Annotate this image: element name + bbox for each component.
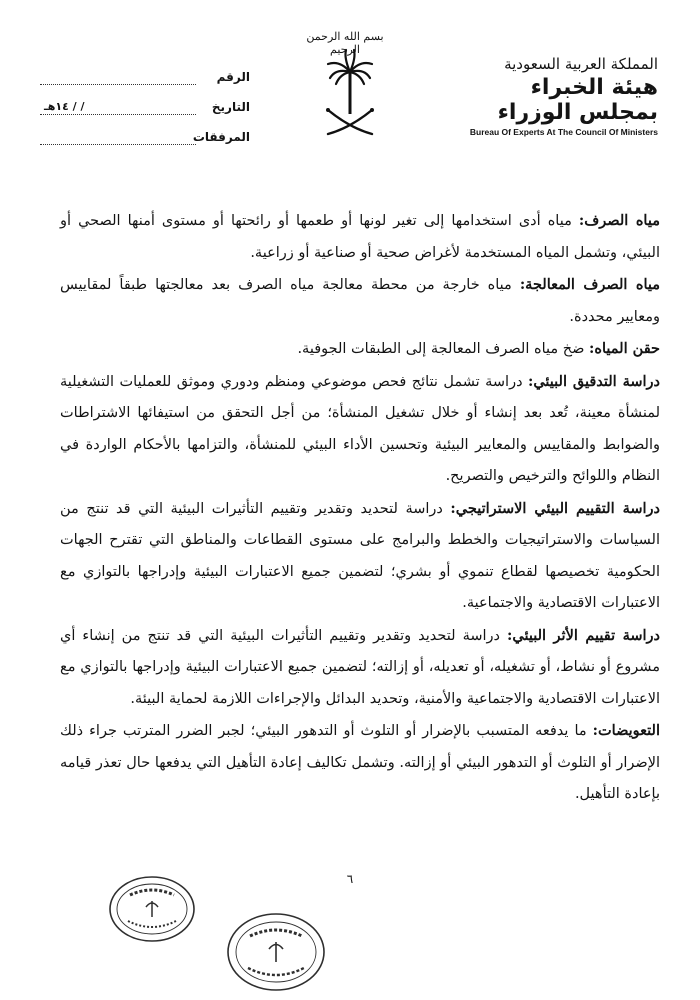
organization-name — [458, 55, 658, 137]
ref-date-row — [40, 92, 250, 122]
definition-text: مياه أدى استخدامها إلى تغير لونها أو طعمها أو رائحتها أو مستوى أمنها الصحي أو البيئي، وتشمل المياه المستخدمة لأغراض صحية أو صناعية أو زراعية. — [60, 213, 660, 261]
ref-attachments-label: المرفقات — [192, 130, 250, 144]
basmala: بسم الله الرحمن الرحيم — [306, 30, 384, 56]
ref-date-line — [40, 100, 196, 115]
ref-number-row — [40, 62, 250, 92]
definition-term: دراسة التقييم البيئي الاستراتيجي: — [450, 499, 660, 517]
definition-item — [60, 715, 660, 811]
org-country: المملكة العربية السعودية — [504, 55, 658, 73]
ref-number-line — [40, 70, 196, 85]
letterhead — [0, 0, 700, 150]
official-stamp-icon — [226, 912, 326, 992]
definition-item — [60, 493, 660, 620]
reference-block — [40, 62, 250, 152]
definition-term: التعويضات: — [592, 722, 660, 739]
definition-item — [60, 366, 660, 493]
definition-term: حقن المياه: — [589, 340, 660, 357]
definition-term: دراسة تقييم الأثر البيئي: — [507, 626, 660, 644]
definitions-body — [60, 205, 660, 811]
definition-term: دراسة التدقيق البيئي: — [527, 372, 660, 390]
definition-item — [60, 620, 660, 716]
definition-text: ما يدفعه المتسبب بالإضرار أو التلوث أو التدهور البيئي؛ لجبر الضرر المترتب جراء ذلك الإضرار أو التلوث أو التدهور البيئي أو إزالته. وتشمل تكاليف إعادة التأهيل التي يدفعها حال تعذر قيامه بإعادة التأهيل. — [60, 723, 660, 802]
ref-attachments-row — [40, 122, 250, 152]
ref-attachments-line — [40, 130, 196, 145]
definition-item — [60, 269, 660, 333]
ref-date-label: التاريخ — [211, 100, 250, 114]
definition-item — [60, 333, 660, 366]
definition-item — [60, 205, 660, 269]
org-english-name: Bureau Of Experts At The Council Of Ministers — [469, 127, 658, 137]
official-stamp-icon — [108, 875, 196, 943]
org-title: هيئة الخبراء بمجلس الوزراء — [497, 75, 658, 125]
saudi-emblem-icon — [322, 48, 378, 140]
ref-date-value: / / ١٤هـ — [44, 99, 85, 113]
page-number: ٦ — [346, 872, 354, 886]
definition-text: ضخ مياه الصرف المعالجة إلى الطبقات الجوفية. — [297, 341, 590, 357]
definition-text: دراسة لتحديد وتقدير وتقييم التأثيرات البيئية التي قد تنتج من إنشاء أي مشروع أو نشاط، أو تشغيله، أو تعديله، أو إزالته؛ لتضمين جميع الاعتبارات البيئية وإدراجها بالتوازي مع الاعتبارات الاقتصادية والاجتماعية والأمنية، وتحديد البدائل والإجراءات اللازمة لحماية البيئة. — [60, 627, 660, 707]
definition-text: مياه خارجة من محطة معالجة مياه الصرف بعد معالجتها طبقاً لمقاييس ومعايير محددة. — [60, 277, 660, 325]
definition-term: مياه الصرف: — [578, 212, 660, 229]
definition-text: دراسة تشمل نتائج فحص موضوعي ومنظم ودوري وموثق للعمليات التشغيلية لمنشأة معينة، تُعد بعد إنشاء أو خلال تشغيل المنشأة؛ من أجل التحقق من استيفائها الاشتراطات والضوابط والمقاييس والمعايير البيئية وتحسين الأداء البيئي للمنشأة، والتزامها بالأحكام الواردة في النظام واللوائح والترخيص والتصريح. — [60, 373, 660, 484]
ref-number-label: الرقم — [216, 70, 250, 84]
definition-text: دراسة لتحديد وتقدير وتقييم التأثيرات البيئية التي قد تنتج من السياسات والاستراتيجيات والخطط والبرامج على مستوى القطاعات والمناطق التي تقترح الجهات الحكومية تخصيصها لقطاع تنموي أو بشري؛ لتضمين جميع الاعتبارات البيئية وإدراجها بالتوازي مع الاعتبارات الاقتصادية والاجتماعية. — [60, 500, 660, 611]
definition-term: مياه الصرف المعالجة: — [519, 276, 661, 293]
